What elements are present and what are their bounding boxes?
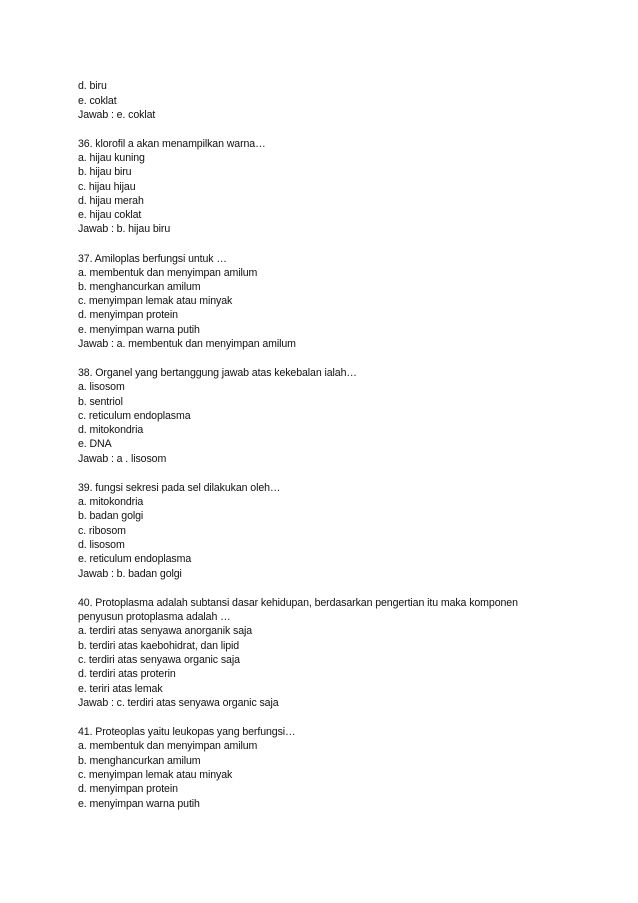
- question-40-continuation: penyusun protoplasma adalah …: [78, 611, 231, 623]
- answer-option: e. menyimpan warna putih: [78, 798, 200, 810]
- answer-option: e. reticulum endoplasma: [78, 553, 192, 565]
- answer-option: d. hijau merah: [78, 195, 144, 207]
- question-41: 41. Proteoplas yaitu leukopas yang berfungsi…: [78, 726, 296, 738]
- answer-option: c. hijau hijau: [78, 181, 136, 193]
- answer-option: c. menyimpan lemak atau minyak: [78, 769, 233, 781]
- question-39: 39. fungsi sekresi pada sel dilakukan oleh…: [78, 482, 281, 494]
- answer-option: e. teriri atas lemak: [78, 683, 163, 695]
- answer-option: e. menyimpan warna putih: [78, 324, 200, 336]
- answer-option: b. terdiri atas kaebohidrat, dan lipid: [78, 640, 240, 652]
- answer-option: b. sentriol: [78, 396, 123, 408]
- answer-option: d. lisosom: [78, 539, 125, 551]
- answer-option: a. terdiri atas senyawa anorganik saja: [78, 625, 253, 637]
- question-37: 37. Amiloplas berfungsi untuk …: [78, 253, 227, 265]
- answer-key: Jawab : b. badan golgi: [78, 568, 182, 580]
- answer-key: Jawab : a. membentuk dan menyimpan amilum: [78, 338, 296, 350]
- answer-key: Jawab : c. terdiri atas senyawa organic saja: [78, 697, 279, 709]
- answer-option: d. biru: [78, 80, 107, 92]
- answer-option: a. mitokondria: [78, 496, 144, 508]
- answer-option: e. DNA: [78, 438, 112, 450]
- answer-option: c. menyimpan lemak atau minyak: [78, 295, 233, 307]
- answer-option: b. menghancurkan amilum: [78, 281, 201, 293]
- answer-option: a. hijau kuning: [78, 152, 145, 164]
- answer-option: d. menyimpan protein: [78, 783, 178, 795]
- answer-option: a. membentuk dan menyimpan amilum: [78, 267, 258, 279]
- question-36: 36. klorofil a akan menampilkan warna…: [78, 138, 266, 150]
- answer-option: e. hijau coklat: [78, 209, 142, 221]
- answer-option: e. coklat: [78, 95, 117, 107]
- answer-option: c. reticulum endoplasma: [78, 410, 191, 422]
- answer-option: a. membentuk dan menyimpan amilum: [78, 740, 258, 752]
- answer-option: d. mitokondria: [78, 424, 144, 436]
- question-40: 40. Protoplasma adalah subtansi dasar kehidupan, berdasarkan pengertian itu maka komponen: [78, 597, 518, 609]
- answer-option: d. terdiri atas proterin: [78, 668, 176, 680]
- answer-option: b. badan golgi: [78, 510, 144, 522]
- answer-key: Jawab : b. hijau biru: [78, 223, 171, 235]
- answer-key: Jawab : e. coklat: [78, 109, 156, 121]
- answer-option: c. terdiri atas senyawa organic saja: [78, 654, 240, 666]
- answer-option: c. ribosom: [78, 525, 126, 537]
- answer-key: Jawab : a . lisosom: [78, 453, 167, 465]
- answer-option: b. menghancurkan amilum: [78, 755, 201, 767]
- answer-option: b. hijau biru: [78, 166, 132, 178]
- answer-option: d. menyimpan protein: [78, 309, 178, 321]
- answer-option: a. lisosom: [78, 381, 125, 393]
- question-38: 38. Organel yang bertanggung jawab atas kekebalan ialah…: [78, 367, 357, 379]
